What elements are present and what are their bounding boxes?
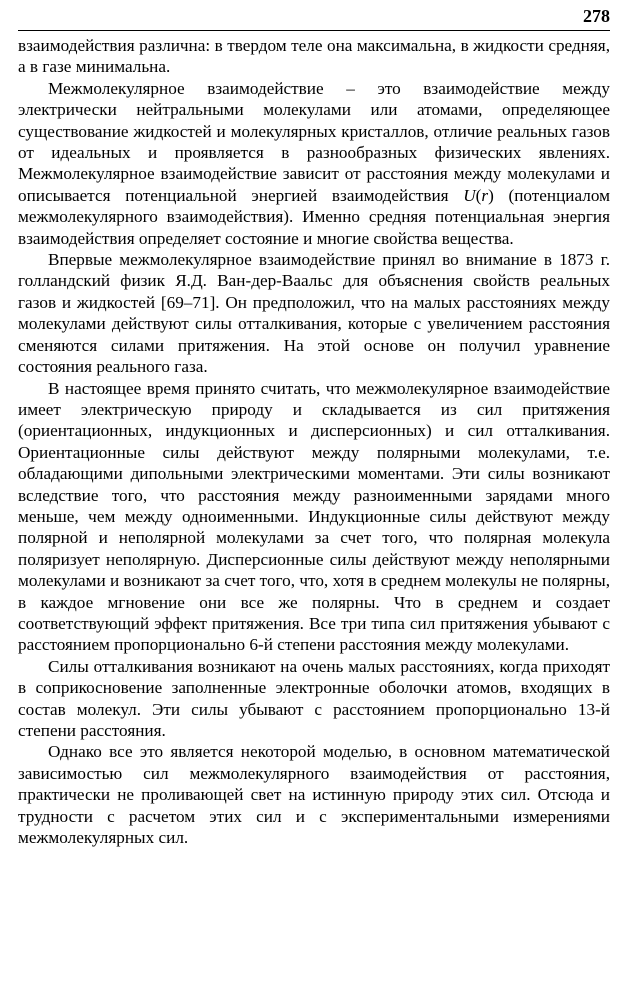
page-header xyxy=(18,0,610,31)
paren-open: ( xyxy=(475,185,482,205)
paragraph-1: взаимодействия различна: в твердом теле она максимальна, в жидкости средняя, а в газе минимальна. xyxy=(18,36,610,77)
paragraph-6: Однако все это является некоторой моделью, в основном математической зависимостью сил межмолекулярного взаимодействия от расстояния, практически не проливающей свет на истинную природу этих сил. Отсюда и трудности с расчетом этих сил и с экспериментальными измерениями межмолекулярных сил. xyxy=(18,742,610,848)
paragraph-3: Впервые межмолекулярное взаимодействие принял во внимание в 1873 г. голландский физик Я.Д. Ван-дер-Ваальс для объяснения свойств реальных газов и жидкостей [69–71]. Он предположил, что на малых расстояниях между молекулами действуют силы отталкивания, которые с увеличением расстояния сменяются силами притяжения. На этой основе он получил уравнение состояния реального газа. xyxy=(18,250,610,377)
paragraph-2 xyxy=(18,78,610,249)
paragraph-2-part-a: Межмолекулярное взаимодействие – это взаимодействие между электрически нейтральными молекулами или атомами, определяющее существование жидкостей и молекулярных кристаллов, отличие реальных газов от идеальных и проявляется в разнообразных физических явлениях. Межмолекулярное взаимодействие зависит от расстояния между молекулами и описывается потенциальной энергией взаимодействия xyxy=(18,78,610,205)
paragraph-5: Силы отталкивания возникают на очень малых расстояниях, когда приходят в соприкосновение заполненные электронные оболочки атомов, входящих в состав молекул. Эти силы убывают с расстоянием пропорционально 13-й степени расстояния. xyxy=(18,656,610,740)
page-number: 278 xyxy=(583,6,610,26)
paragraph-4: В настоящее время принято считать, что межмолекулярное взаимодействие имеет электрическую природу и складывается из сил притяжения (ориентационных, индукционных и дисперсионных) и сил отталкивания. Ориентационные силы действуют между полярными молекулами, т.е. обладающими дипольными электрическими моментами. Эти силы возникают вследствие того, что расстояния между разноименными зарядами много меньше, чем между одноименными. Индукционные силы действуют между полярной и неполярной молекулами за счет того, что полярная молекула поляризует неполярную. Дисперсионные силы действуют между неполярными молекулами и возникают за счет того, что, хотя в среднем молекулы не полярны, в каждое мгновение они все же полярны. Что в среднем и создает соответствующий эффект притяжения. Все три типа сил притяжения убывают с расстоянием пропорционально 6-й степени расстояния между молекулами. xyxy=(18,378,610,655)
paragraph-2-part-b: ) (потенциалом межмолекулярного взаимодействия). Именно средняя потенциальная энергия взаимодействия определяет состояние и многие свойства вещества. xyxy=(18,185,611,248)
potential-symbol-u: U xyxy=(463,185,476,205)
body-text xyxy=(18,35,610,848)
distance-symbol-r: r xyxy=(481,185,489,205)
